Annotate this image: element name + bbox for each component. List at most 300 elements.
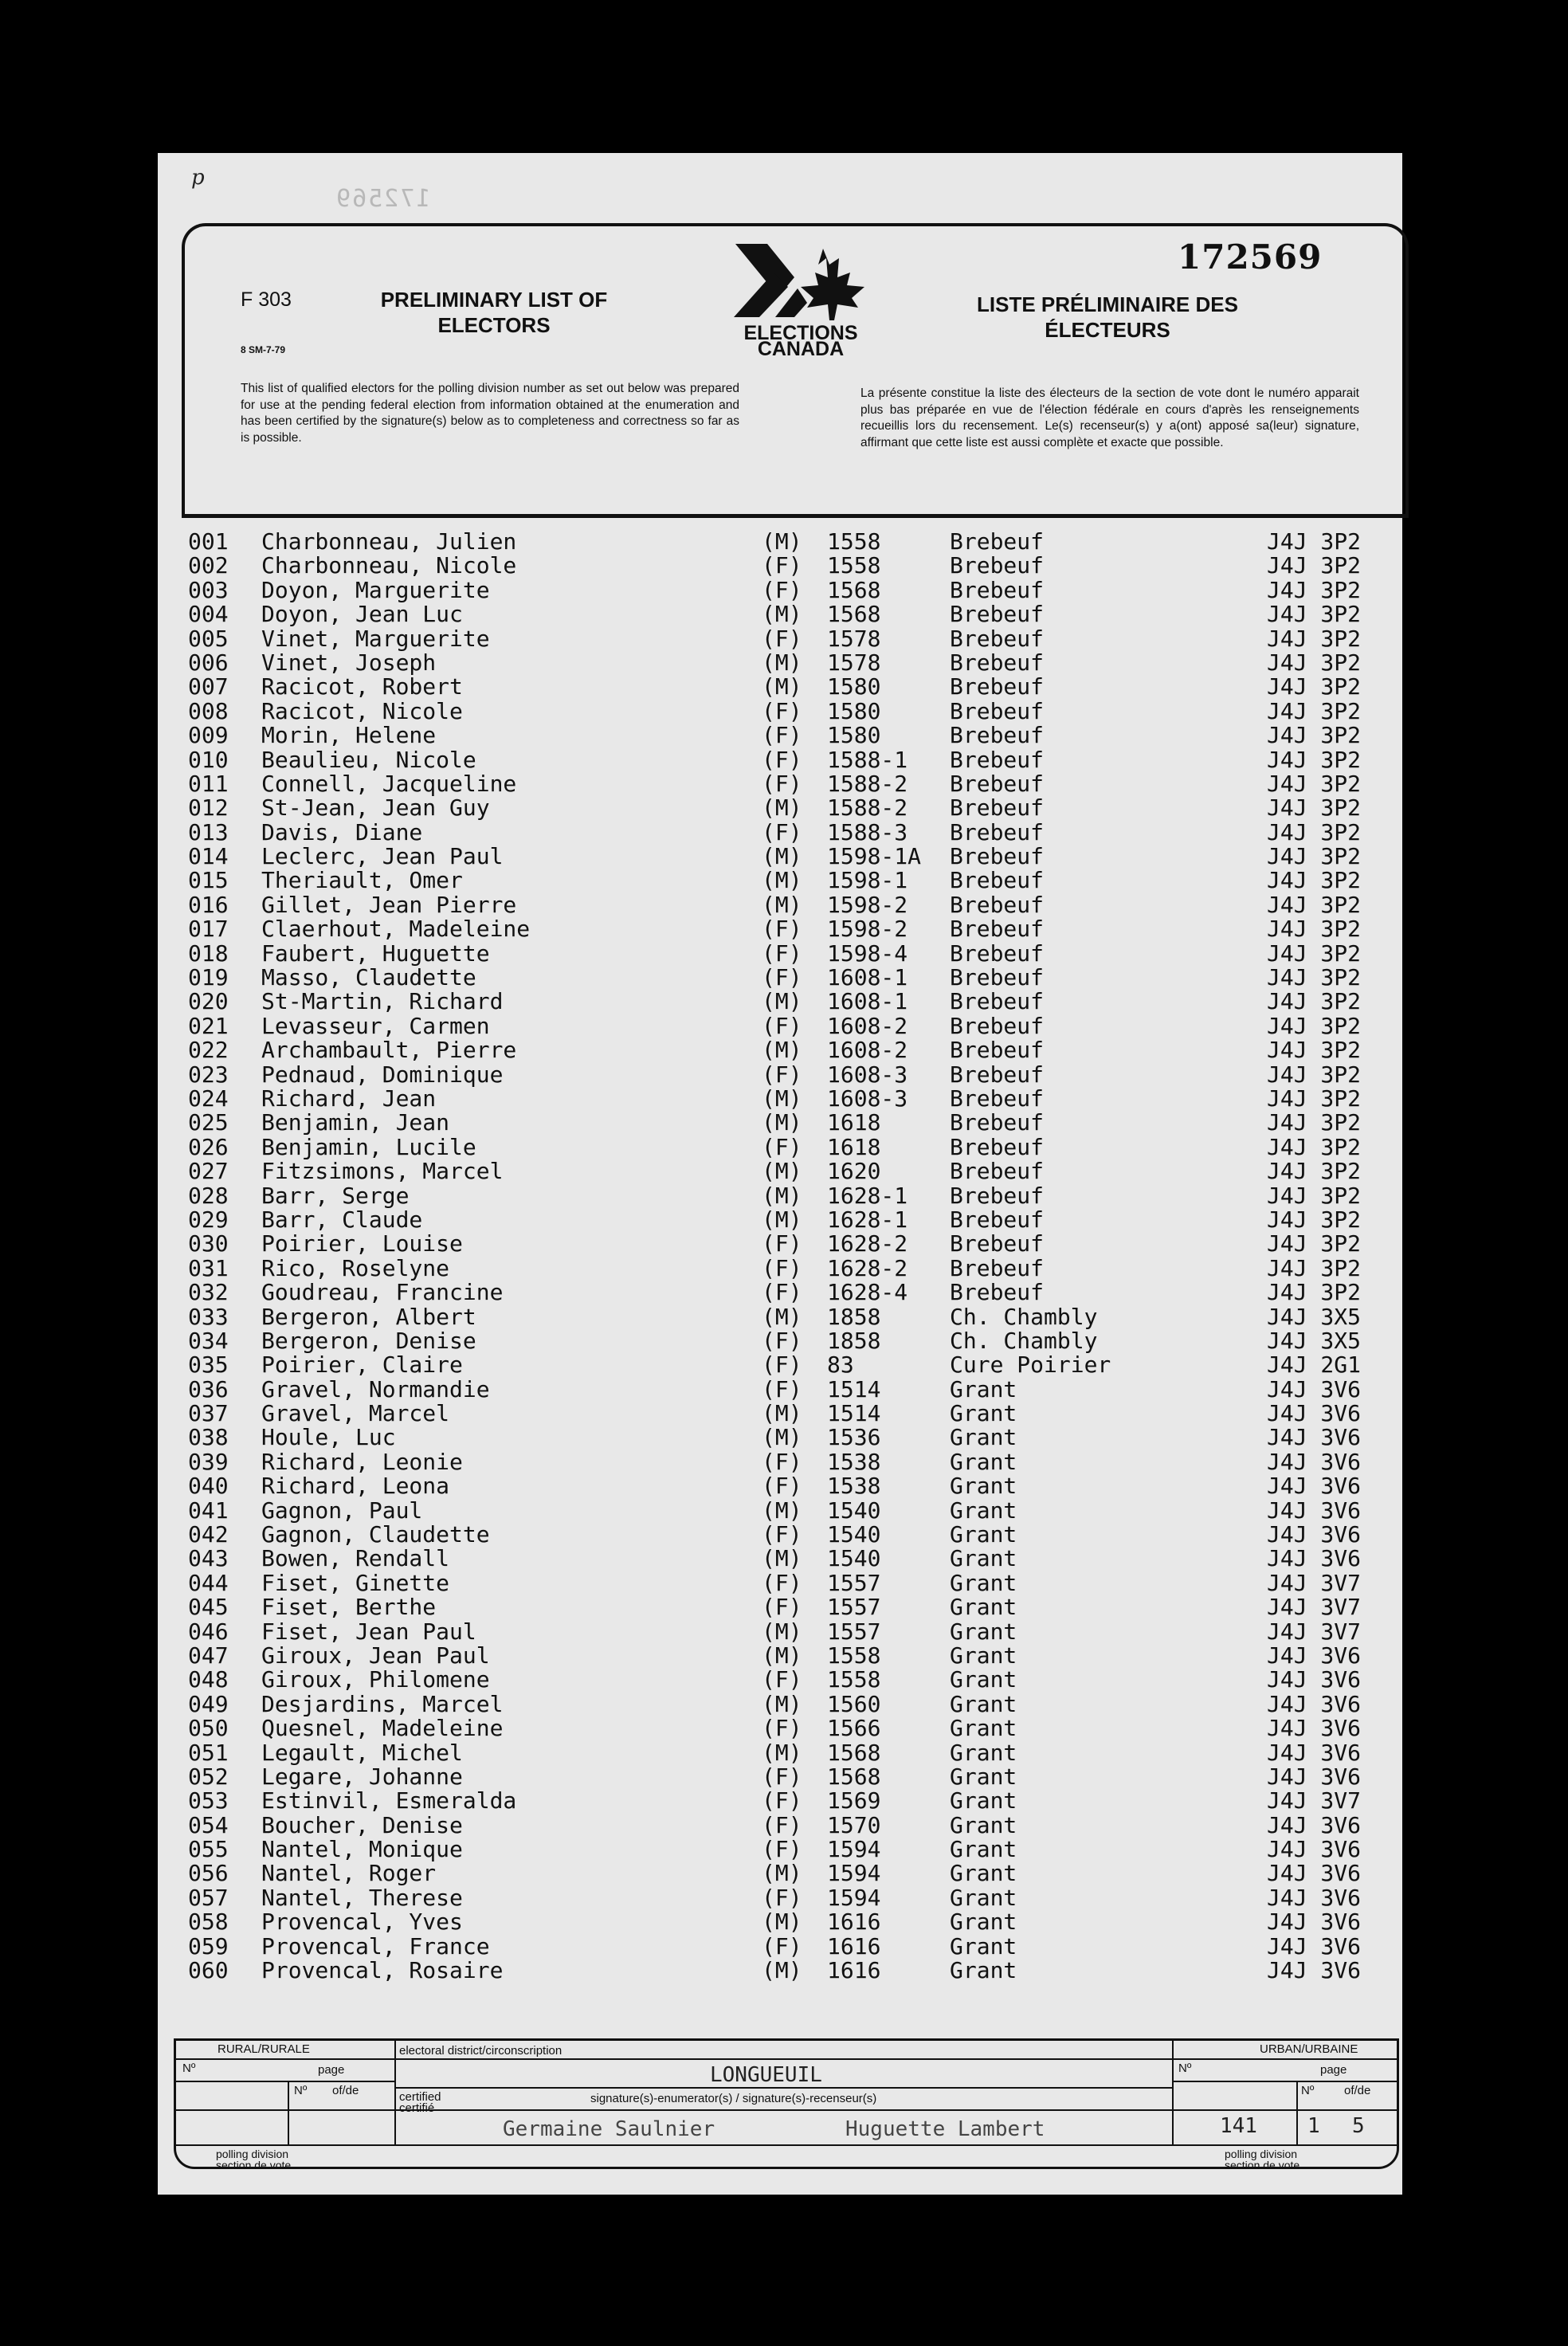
elector-postal-code: J4J 3P2 <box>1267 794 1362 822</box>
elector-postal-code: J4J 3P2 <box>1267 673 1362 700</box>
rural-of-label: of/de <box>332 2084 359 2097</box>
rural-no-label: Nº <box>182 2062 196 2075</box>
elector-sex: (F) <box>762 1448 802 1475</box>
elector-address-number: 1578 <box>827 625 881 652</box>
elector-sex: (M) <box>762 988 802 1015</box>
elector-address-number: 1858 <box>827 1327 881 1354</box>
elector-address-number: 1568 <box>827 1739 881 1766</box>
elector-street: Brebeuf <box>950 843 1045 870</box>
elector-name: Connell, Jacqueline <box>261 770 517 797</box>
signature-enumerator-1: Germaine Saulnier <box>503 2117 715 2141</box>
elector-address-number: 1580 <box>827 697 881 724</box>
elector-name: Fitzsimons, Marcel <box>261 1158 504 1185</box>
elector-row <box>188 1959 1399 1983</box>
elector-street: Brebeuf <box>950 1109 1045 1136</box>
elector-postal-code: J4J 3P2 <box>1267 649 1362 676</box>
elector-street: Brebeuf <box>950 576 1045 603</box>
elector-street: Brebeuf <box>950 528 1045 555</box>
elector-number: 004 <box>188 601 229 628</box>
elector-address-number: 1557 <box>827 1594 881 1621</box>
elector-postal-code: J4J 3V6 <box>1267 1690 1362 1717</box>
elector-postal-code: J4J 3P2 <box>1267 1085 1362 1112</box>
elector-number: 050 <box>188 1715 229 1742</box>
elector-address-number: 1608-2 <box>827 1037 908 1064</box>
elector-number: 049 <box>188 1690 229 1717</box>
elector-number: 038 <box>188 1424 229 1451</box>
elector-postal-code: J4J 3P2 <box>1267 1037 1362 1064</box>
elector-sex: (F) <box>762 1763 802 1790</box>
elector-row <box>188 530 1399 554</box>
elector-row <box>188 1690 1399 1717</box>
elector-name: Goudreau, Francine <box>261 1279 504 1306</box>
elector-number: 051 <box>188 1739 229 1766</box>
rural-label: RURAL/RURALE <box>218 2042 310 2056</box>
title-english-line1: PRELIMINARY LIST OF <box>380 288 608 312</box>
elector-address-number: 1616 <box>827 1909 881 1936</box>
elector-sex: (F) <box>762 916 802 943</box>
elector-name: Bowen, Rendall <box>261 1545 450 1572</box>
elector-sex: (F) <box>762 1932 802 1960</box>
elector-number: 002 <box>188 552 229 579</box>
title-english <box>343 287 645 338</box>
elector-row <box>188 1571 1399 1595</box>
elector-name: Barr, Claude <box>261 1206 423 1233</box>
elector-number: 045 <box>188 1594 229 1621</box>
elector-number: 044 <box>188 1569 229 1596</box>
elector-sex: (F) <box>762 1279 802 1306</box>
elector-postal-code: J4J 3V6 <box>1267 1497 1362 1524</box>
elector-sex: (F) <box>762 1375 802 1402</box>
elector-sex: (M) <box>762 1037 802 1064</box>
logo-line1: ELECTIONS <box>743 322 858 344</box>
elector-street: Brebeuf <box>950 1206 1045 1233</box>
elector-row <box>188 554 1399 578</box>
elector-address-number: 1557 <box>827 1618 881 1645</box>
elector-address-number: 1608-3 <box>827 1061 908 1088</box>
page-total: 5 <box>1352 2114 1365 2138</box>
elector-postal-code: J4J 3X5 <box>1267 1303 1362 1330</box>
elector-street: Brebeuf <box>950 722 1045 749</box>
elector-number: 018 <box>188 940 229 967</box>
elector-postal-code: J4J 3V6 <box>1267 1763 1362 1790</box>
elector-address-number: 1618 <box>827 1109 881 1136</box>
elector-number: 042 <box>188 1521 229 1548</box>
elector-row <box>188 845 1399 869</box>
elector-postal-code: J4J 3P2 <box>1267 1012 1362 1039</box>
elector-number: 054 <box>188 1811 229 1838</box>
rural-polling-label-1: polling division <box>216 2148 289 2160</box>
elector-number: 035 <box>188 1352 229 1379</box>
elector-sex: (M) <box>762 1957 802 1984</box>
elector-name: Gravel, Normandie <box>261 1375 490 1402</box>
elector-street: Brebeuf <box>950 1037 1045 1064</box>
elector-sex: (M) <box>762 649 802 676</box>
rural-page-label: page <box>318 2063 345 2077</box>
elector-sex: (M) <box>762 891 802 918</box>
urban-polling-label-1: polling division <box>1225 2148 1298 2160</box>
elector-postal-code: J4J 3P2 <box>1267 1158 1362 1185</box>
elector-address-number: 1594 <box>827 1884 881 1911</box>
elector-street: Grant <box>950 1715 1017 1742</box>
elector-name: Davis, Diane <box>261 818 423 845</box>
elector-name: Claerhout, Madeleine <box>261 916 531 943</box>
urban-page-label: page <box>1320 2063 1347 2077</box>
elector-sex: (M) <box>762 1400 802 1427</box>
elector-postal-code: J4J 3P2 <box>1267 1279 1362 1306</box>
elector-street: Brebeuf <box>950 1158 1045 1185</box>
elector-address-number: 1618 <box>827 1133 881 1160</box>
title-french <box>940 292 1275 343</box>
elector-sex: (M) <box>762 1618 802 1645</box>
elector-number: 025 <box>188 1109 229 1136</box>
footer-divider <box>288 2081 289 2144</box>
elector-row <box>188 697 1399 724</box>
elector-sex: (M) <box>762 1909 802 1936</box>
title-french-line2: ÉLECTEURS <box>1045 318 1170 342</box>
elector-street: Brebeuf <box>950 625 1045 652</box>
elector-number: 059 <box>188 1932 229 1960</box>
elector-postal-code: J4J 3P2 <box>1267 1109 1362 1136</box>
elector-row <box>188 942 1399 966</box>
elector-postal-code: J4J 3V6 <box>1267 1521 1362 1548</box>
urban-no-label: Nº <box>1178 2062 1192 2075</box>
title-french-line1: LISTE PRÉLIMINAIRE DES <box>977 292 1238 316</box>
elector-name: Benjamin, Jean <box>261 1109 450 1136</box>
elector-row <box>188 1668 1399 1692</box>
margin-mark: p <box>191 166 205 190</box>
header-divider <box>182 514 1409 518</box>
elector-sex: (M) <box>762 1085 802 1112</box>
elector-sex: (F) <box>762 1352 802 1379</box>
elector-name: Rico, Roselyne <box>261 1254 450 1281</box>
serial-number: 172569 <box>1178 237 1323 277</box>
elector-postal-code: J4J 3V6 <box>1267 1909 1362 1936</box>
elector-number: 056 <box>188 1860 229 1887</box>
elector-number: 007 <box>188 673 229 700</box>
form-code: 8 SM-7-79 <box>241 344 286 355</box>
elector-name: Pednaud, Dominique <box>261 1061 504 1088</box>
elector-street: Grant <box>950 1884 1017 1911</box>
elector-postal-code: J4J 3P2 <box>1267 770 1362 797</box>
elector-name: Racicot, Robert <box>261 673 463 700</box>
elector-street: Brebeuf <box>950 818 1045 845</box>
elector-name: Doyon, Marguerite <box>261 576 490 603</box>
elector-number: 001 <box>188 528 229 555</box>
elector-row <box>188 1184 1399 1208</box>
elector-sex: (F) <box>762 576 802 603</box>
elector-sex: (F) <box>762 1884 802 1911</box>
elector-number: 029 <box>188 1206 229 1233</box>
elector-name: Legare, Johanne <box>261 1763 463 1790</box>
elector-row <box>188 1862 1399 1885</box>
elector-row <box>188 1402 1399 1426</box>
elector-number: 020 <box>188 988 229 1015</box>
elector-postal-code: J4J 3V6 <box>1267 1400 1362 1427</box>
elector-number: 030 <box>188 1230 229 1257</box>
elector-street: Grant <box>950 1424 1017 1451</box>
elector-row <box>188 1886 1399 1910</box>
elector-row <box>188 796 1399 820</box>
elector-row <box>188 1620 1399 1644</box>
elector-street: Grant <box>950 1957 1017 1984</box>
elector-number: 003 <box>188 576 229 603</box>
elector-address-number: 1538 <box>827 1448 881 1475</box>
elector-postal-code: J4J 3X5 <box>1267 1327 1362 1354</box>
elector-address-number: 1569 <box>827 1787 881 1814</box>
elector-name: Fiset, Berthe <box>261 1594 437 1621</box>
elector-street: Brebeuf <box>950 1230 1045 1257</box>
elector-row <box>188 1305 1399 1329</box>
elector-number: 057 <box>188 1884 229 1911</box>
elector-address-number: 1580 <box>827 722 881 749</box>
elector-address-number: 1568 <box>827 601 881 628</box>
elector-row <box>188 1159 1399 1183</box>
elector-address-number: 1568 <box>827 576 881 603</box>
elector-postal-code: J4J 3P2 <box>1267 528 1362 555</box>
elector-row <box>188 772 1399 796</box>
elector-address-number: 1588-1 <box>827 746 908 773</box>
elector-street: Grant <box>950 1666 1017 1693</box>
elector-name: Gagnon, Claudette <box>261 1521 490 1548</box>
elector-postal-code: J4J 3V6 <box>1267 1836 1362 1863</box>
elector-postal-code: J4J 3V7 <box>1267 1618 1362 1645</box>
elector-sex: (F) <box>762 1230 802 1257</box>
elector-postal-code: J4J 3V6 <box>1267 1739 1362 1766</box>
elector-row <box>188 1281 1399 1304</box>
elector-address-number: 1628-1 <box>827 1206 908 1233</box>
elector-postal-code: J4J 3P2 <box>1267 1206 1362 1233</box>
division-number: 141 <box>1220 2114 1257 2138</box>
elector-row <box>188 1910 1399 1934</box>
elector-address-number: 1558 <box>827 1666 881 1693</box>
elector-row <box>188 990 1399 1014</box>
elector-street: Brebeuf <box>950 794 1045 822</box>
elector-street: Brebeuf <box>950 1254 1045 1281</box>
elector-name: Barr, Serge <box>261 1182 410 1209</box>
elector-number: 034 <box>188 1327 229 1354</box>
elector-number: 014 <box>188 843 229 870</box>
page-number: 1 <box>1307 2114 1320 2138</box>
elector-row <box>188 869 1399 892</box>
elector-sex: (M) <box>762 1158 802 1185</box>
elector-postal-code: J4J 3P2 <box>1267 601 1362 628</box>
elector-address-number: 1608-3 <box>827 1085 908 1112</box>
elector-sex: (M) <box>762 1303 802 1330</box>
elector-row <box>188 1811 1399 1838</box>
elector-address-number: 1514 <box>827 1400 881 1427</box>
elector-address-number: 1594 <box>827 1860 881 1887</box>
elector-street: Grant <box>950 1811 1017 1838</box>
elector-number: 023 <box>188 1061 229 1088</box>
elector-street: Brebeuf <box>950 1279 1045 1306</box>
elector-number: 039 <box>188 1448 229 1475</box>
elector-street: Ch. Chambly <box>950 1303 1098 1330</box>
elector-sex: (M) <box>762 1182 802 1209</box>
elector-sex: (F) <box>762 722 802 749</box>
elector-postal-code: J4J 3V6 <box>1267 1375 1362 1402</box>
elector-address-number: 1588-3 <box>827 818 908 845</box>
elector-sex: (F) <box>762 1327 802 1354</box>
elector-address-number: 1540 <box>827 1545 881 1572</box>
elector-row <box>188 1644 1399 1668</box>
elector-number: 048 <box>188 1666 229 1693</box>
elector-street: Brebeuf <box>950 601 1045 628</box>
elector-street: Brebeuf <box>950 1061 1045 1088</box>
elector-number: 005 <box>188 625 229 652</box>
elector-sex: (F) <box>762 940 802 967</box>
elector-row <box>188 675 1399 699</box>
elector-street: Grant <box>950 1569 1017 1596</box>
elector-street: Grant <box>950 1763 1017 1790</box>
elector-name: Provencal, Yves <box>261 1909 463 1936</box>
elector-address-number: 1578 <box>827 649 881 676</box>
elector-name: Levasseur, Carmen <box>261 1012 490 1039</box>
elector-number: 041 <box>188 1497 229 1524</box>
elector-postal-code: J4J 3V7 <box>1267 1569 1362 1596</box>
elector-sex: (F) <box>762 552 802 579</box>
elector-number: 017 <box>188 916 229 943</box>
elector-row <box>188 966 1399 990</box>
elector-number: 019 <box>188 964 229 991</box>
elector-sex: (M) <box>762 1690 802 1717</box>
elector-name: Gillet, Jean Pierre <box>261 891 517 918</box>
elector-row <box>188 1789 1399 1813</box>
elector-sex: (M) <box>762 1109 802 1136</box>
elector-postal-code: J4J 2G1 <box>1267 1352 1362 1379</box>
elector-postal-code: J4J 3P2 <box>1267 867 1362 894</box>
elector-row <box>188 1547 1399 1571</box>
elector-name: Poirier, Louise <box>261 1230 463 1257</box>
elector-row <box>188 724 1399 747</box>
footer-divider <box>176 2081 394 2082</box>
elector-address-number: 1558 <box>827 528 881 555</box>
elector-postal-code: J4J 3P2 <box>1267 843 1362 870</box>
elector-address-number: 1557 <box>827 1569 881 1596</box>
elector-address-number: 1608-1 <box>827 988 908 1015</box>
footer-divider <box>1296 2081 1298 2144</box>
elector-sex: (F) <box>762 1836 802 1863</box>
elector-sex: (F) <box>762 1473 802 1500</box>
elector-address-number: 1570 <box>827 1811 881 1838</box>
elector-name: Doyon, Jean Luc <box>261 601 463 628</box>
footer-divider <box>394 2087 1172 2089</box>
elector-number: 055 <box>188 1836 229 1863</box>
certified-label: certified <box>399 2090 441 2104</box>
elector-sex: (F) <box>762 1666 802 1693</box>
elector-street: Brebeuf <box>950 940 1045 967</box>
elector-number: 028 <box>188 1182 229 1209</box>
elector-row <box>188 1111 1399 1135</box>
urban-no-small: Nº <box>1301 2084 1315 2097</box>
elector-number: 031 <box>188 1254 229 1281</box>
elector-name: Gravel, Marcel <box>261 1400 450 1427</box>
elector-address-number: 1558 <box>827 552 881 579</box>
elector-sex: (F) <box>762 1594 802 1621</box>
elector-street: Brebeuf <box>950 988 1045 1015</box>
elector-street: Brebeuf <box>950 916 1045 943</box>
elector-address-number: 83 <box>827 1352 854 1379</box>
elector-row <box>188 748 1399 772</box>
elector-sex: (F) <box>762 964 802 991</box>
elector-address-number: 1560 <box>827 1690 881 1717</box>
elector-sex: (M) <box>762 673 802 700</box>
elector-street: Grant <box>950 1448 1017 1475</box>
elector-sex: (F) <box>762 1133 802 1160</box>
elector-row <box>188 576 1399 603</box>
elector-name: Legault, Michel <box>261 1739 463 1766</box>
elector-sex: (M) <box>762 1424 802 1451</box>
elector-postal-code: J4J 3V7 <box>1267 1787 1362 1814</box>
elector-row <box>188 1329 1399 1353</box>
elector-name: Giroux, Philomene <box>261 1666 490 1693</box>
elector-number: 006 <box>188 649 229 676</box>
elector-postal-code: J4J 3P2 <box>1267 1182 1362 1209</box>
urban-label: URBAN/URBAINE <box>1260 2042 1358 2056</box>
district-label: electoral district/circonscription <box>399 2044 563 2058</box>
elector-row <box>188 1232 1399 1256</box>
elector-row <box>188 1133 1399 1160</box>
elector-address-number: 1628-4 <box>827 1279 908 1306</box>
elector-row <box>188 1426 1399 1450</box>
elector-street: Grant <box>950 1473 1017 1500</box>
elector-number: 012 <box>188 794 229 822</box>
elector-row <box>188 1254 1399 1281</box>
elector-name: Theriault, Omer <box>261 867 463 894</box>
elector-number: 037 <box>188 1400 229 1427</box>
elector-name: Leclerc, Jean Paul <box>261 843 504 870</box>
elector-address-number: 1598-1 <box>827 867 908 894</box>
elections-canada-logo <box>721 241 880 360</box>
elector-sex: (F) <box>762 625 802 652</box>
certification-text-french: La présente constitue la liste des électeurs de la section de vote dont le numéro apparait plus bas préparée en vue de l'élection fédérale en cours d'après les renseignements recueillis lors du recensement. Le(s) recenseur(s) y a(ont) apposé sa(leur) signature, affirmant que cette liste est aussi complète et exacte que possible. <box>860 386 1359 449</box>
elector-name: St-Jean, Jean Guy <box>261 794 490 822</box>
elector-row <box>188 1450 1399 1474</box>
footer-box <box>174 2038 1399 2169</box>
elector-postal-code: J4J 3P2 <box>1267 722 1362 749</box>
elector-number: 010 <box>188 746 229 773</box>
elector-name: Charbonneau, Julien <box>261 528 517 555</box>
elector-address-number: 1540 <box>827 1497 881 1524</box>
elector-number: 015 <box>188 867 229 894</box>
elector-sex: (M) <box>762 1739 802 1766</box>
elector-address-number: 1608-2 <box>827 1012 908 1039</box>
elector-row <box>188 1038 1399 1062</box>
elector-postal-code: J4J 3V6 <box>1267 1473 1362 1500</box>
footer-divider <box>176 2109 1397 2111</box>
form-number: F 303 <box>241 288 292 311</box>
elector-postal-code: J4J 3V6 <box>1267 1448 1362 1475</box>
elector-row <box>188 1595 1399 1619</box>
elector-address-number: 1580 <box>827 673 881 700</box>
elector-postal-code: J4J 3P2 <box>1267 916 1362 943</box>
certified-label-fr: certifié <box>399 2101 435 2115</box>
elector-number: 011 <box>188 770 229 797</box>
elector-street: Brebeuf <box>950 673 1045 700</box>
elector-address-number: 1598-1A <box>827 843 922 870</box>
elector-row <box>188 1353 1399 1377</box>
elector-sex: (F) <box>762 746 802 773</box>
elector-address-number: 1616 <box>827 1957 881 1984</box>
elector-postal-code: J4J 3P2 <box>1267 625 1362 652</box>
signature-label: signature(s)-enumerator(s) / signature(s)-recenseur(s) <box>590 2092 877 2105</box>
elector-name: Fiset, Ginette <box>261 1569 450 1596</box>
elector-street: Brebeuf <box>950 1182 1045 1209</box>
elector-row <box>188 818 1399 845</box>
elector-name: Provencal, Rosaire <box>261 1957 504 1984</box>
elector-name: Charbonneau, Nicole <box>261 552 517 579</box>
elector-address-number: 1616 <box>827 1932 881 1960</box>
elector-sex: (F) <box>762 1061 802 1088</box>
